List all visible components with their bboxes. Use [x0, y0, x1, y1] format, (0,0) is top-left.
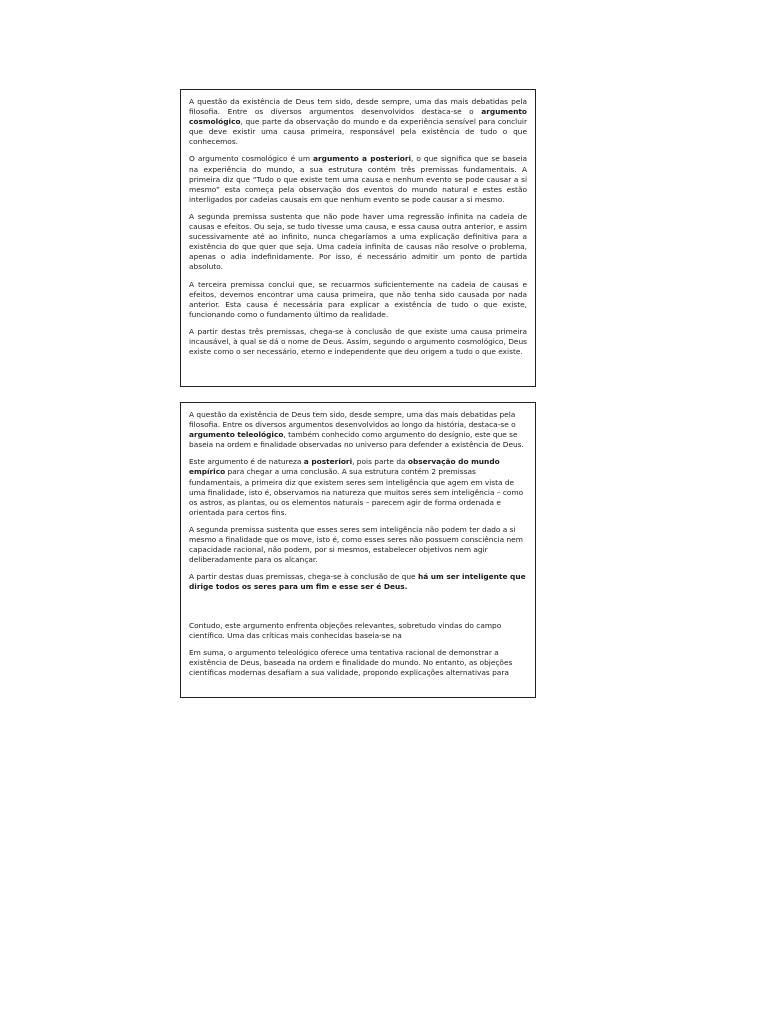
- paragraph: Em suma, o argumento teleológico oferece uma tentativa racional de demonstrar a existência de Deus, baseada na ordem e finalidade do mundo. No entanto, as objeções científicas modernas desafiam a sua validade, propondo explicações alternativas para: [189, 647, 513, 677]
- paragraph: Contudo, este argumento enfrenta objeções relevantes, sobretudo vindas do campo científico. Uma das críticas mais conhecidas baseia-se na: [189, 620, 502, 640]
- cosmological-argument-textbox: [180, 89, 536, 387]
- bold-term: a posteriori: [303, 457, 353, 467]
- paragraph: A partir destas três premissas, chega-se à conclusão de que existe uma causa primeira incausável, à qual se dá o nome de Deus. Assim, segundo o argumento cosmológico, Deus existe como o ser necessário, eterno e independente que deu origem a tudo o que existe.: [189, 326, 527, 357]
- paragraph: O argumento cosmológico é um argumento a posteriori, o que significa que se baseia na experiência do mundo, a sua estrutura contém três premissas fundamentais. A primeira diz que “Tudo o que existe tem uma causa e nenhum evento se pode causar a si mesmo” esta começa pela observação dos eventos do mundo natural e estes estão interligados por cadeias causais em que nenhum evento se pode causar a si mesmo.: [189, 154, 528, 204]
- paragraph: A segunda premissa sustenta que não pode haver uma regressão infinita na cadeia de causas e efeitos. Ou seja, se tudo tivesse uma causa, e essa causa outra anterior, e assim sucessivamente até ao infinito, nunca chegaríamos a uma explicação definitiva para a existência do que quer que seja. Uma cadeia infinita de causas não resolve o problema, apenas o adia indefinidamente. Por isso, é necessário admitir um ponto de partida absoluto.: [189, 211, 527, 272]
- bold-term: argumento a posteriori: [313, 154, 412, 164]
- paragraph: A questão da existência de Deus tem sido, desde sempre, uma das mais debatidas pela filosofia. Entre os diversos argumentos desenvolvidos destaca-se o argumento cosmológico, que parte da observação do mundo e da experiência sensível para concluir que deve existir uma causa primeira, responsável pela existência de tudo o que conhecemos.: [189, 97, 527, 147]
- paragraph: A segunda premissa sustenta que esses seres sem inteligência não podem ter dado a si mesmo a finalidade que os move, isto é, como esses seres não possuem consciência nem capacidade racional, não podem, por si mesmos, estabelecer objetivos nem agir deliberadamente para os alcançar.: [189, 524, 523, 565]
- teleological-argument-textbox: [180, 402, 536, 698]
- paragraph: Este argumento é de natureza a posteriori, pois parte da observação do mundo empírico para chegar a uma conclusão. A sua estrutura contém 2 premissas fundamentais, a primeira diz que existem seres sem inteligência que agem em vista de uma finalidade, isto é, observamos na natureza que muitos seres sem inteligência – como os astros, as plantas, ou os elementos naturais – parecem agir de forma ordenada e orientada para certos fins.: [189, 457, 524, 517]
- paragraph: A partir destas duas premissas, chega-se à conclusão de que há um ser inteligente que dirige todos os seres para um fim e esse ser é Deus.: [189, 572, 526, 592]
- paragraph: A questão da existência de Deus tem sido, desde sempre, uma das mais debatidas pela filosofia. Entre os diversos argumentos desenvolvidos ao longo da história, destaca-se o argumento teleológico, também conhecido como argumento do desígnio, este que se baseia na ordem e finalidade observadas no universo para defender a existência de Deus.: [189, 410, 524, 450]
- paragraph: A terceira premissa conclui que, se recuarmos suficientemente na cadeia de causas e efeitos, devemos encontrar uma causa primeira, que não tenha sido causada por nada anterior. Esta causa é necessária para explicar a existência de tudo o que existe, funcionando como o fundamento último da realidade.: [189, 279, 527, 319]
- bold-term: argumento teleológico: [189, 430, 284, 440]
- bold-term: observação do mundo empírico: [189, 457, 500, 477]
- bold-term: argumento cosmológico: [189, 107, 527, 127]
- bold-conclusion: há um ser inteligente que dirige todos os seres para um fim e esse ser é Deus.: [189, 572, 526, 592]
